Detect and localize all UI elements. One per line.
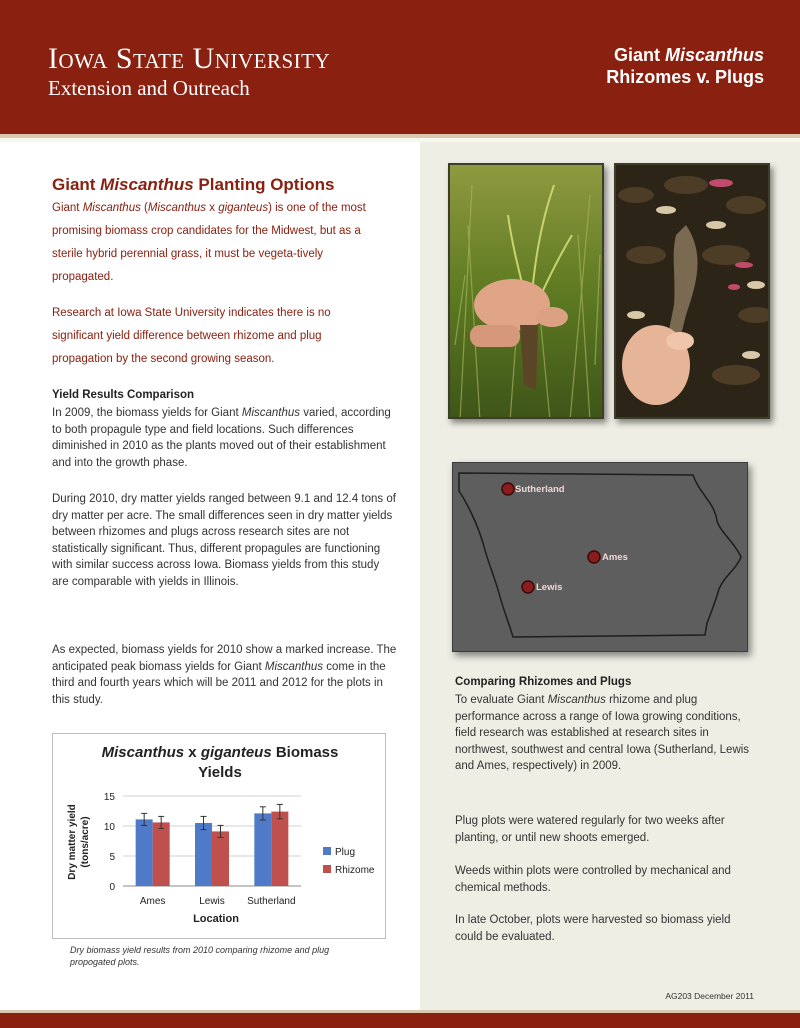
intro-paragraph-1: Giant Miscanthus (Miscanthus x giganteus) is one of the most promising biomass crop candidates for the Midwest, but as a sterile hybrid perennial grass, it must be vegeta-tively propagated. [52,202,366,283]
photo-rhizomes [614,163,770,419]
yield-results-heading: Yield Results Comparison [52,389,195,401]
chart-canvas [53,734,387,940]
x-tick-label: Sutherland [247,896,296,907]
bar-rhizome-lewis [212,831,229,886]
map-label-sutherland: Sutherland [515,484,565,495]
map-label-lewis: Lewis [536,582,563,593]
bar-plug-ames [136,819,153,886]
bar-rhizome-ames [153,822,170,886]
y-axis-label-line2: (tons/acre) [80,816,91,868]
y-tick-labels [104,792,116,893]
legend-label-plug: Plug [335,847,356,858]
y-tick-label: 15 [103,792,115,803]
right-paragraph-2: Plug plots were watered regularly for two weeks after planting, or until new shoots emerged. [455,815,725,844]
yield-paragraph-1: In 2009, the biomass yields for Giant Miscanthus varied, according to both propagule type and field locations. Such differences diminished in 2010 as the plants moved out of their establishment and into the growth phase. [52,407,391,469]
chart-caption: Dry biomass yield results from 2010 comparing rhizome and plug propogated plots. [70,945,330,967]
y-tick-label: 0 [109,882,115,893]
chart-title-line2: Yields [198,764,242,781]
right-paragraph-4: In late October, plots were harvested so biomass yield could be evaluated. [455,914,731,943]
extension-unit-name: Extension and Outreach [48,76,250,100]
x-axis-label: Location [193,913,239,925]
page-heading: Giant Miscanthus Planting Options [52,175,335,194]
chart-title-line1: Miscanthus x giganteus Biomass [101,744,339,761]
university-logotype: Iowa State University [48,42,331,75]
photo-plug-seedling [448,163,604,419]
y-tick-label: 5 [109,852,115,863]
bar-plug-lewis [195,823,212,886]
intro-paragraph-2: Research at Iowa State University indicates there is no significant yield difference between rhizome and plug propagation by the second growing season. [52,307,331,365]
legend-label-rhizome: Rhizome [335,865,375,876]
map-site-lewis [522,581,562,593]
x-tick-label: Lewis [199,896,225,907]
legend-swatch-rhizome [323,865,331,873]
map-label-ames: Ames [602,552,628,563]
comparing-heading: Comparing Rhizomes and Plugs [455,676,632,688]
bar-series [136,812,289,886]
y-tick-label: 10 [103,822,115,833]
header-banner [0,0,800,138]
right-paragraph-3: Weeds within plots were controlled by mechanical and chemical methods. [455,865,731,894]
x-tick-label: Ames [139,896,166,907]
legend-swatch-plug [323,847,331,855]
right-paragraph-1: To evaluate Giant Miscanthus rhizome and plug performance across a range of Iowa growing conditions, field research was established at research sites in northwest, southwest and central Iowa (Sutherland, Lewis and Ames, respectively) in 2009. [455,694,750,772]
y-axis-label-line1: Dry matter yield [67,804,78,880]
yield-paragraph-2: During 2010, dry matter yields ranged between 9.1 and 12.4 tons of dry matter per acre. The small differences seen in dry matter yields between rhizomes and plugs across research sites are not statistically significant. Thus, different propagules are functioning with similar success across Iowa. Biomass yields from this study are comparable with yields in Illinois. [52,493,396,588]
x-tick-labels [140,896,296,907]
yield-paragraph-3: As expected, biomass yields for 2010 show a marked increase. The anticipated peak biomass yields for Giant Miscanthus come in the third and fourth years which will be 2011 and 2012 for the plots in this study. [52,644,397,706]
publication-code: AG203 December 2011 [665,991,754,1001]
document-title: Giant Miscanthus Rhizomes v. Plugs [606,45,764,87]
iowa-site-map [452,462,748,652]
bar-plug-sutherland [254,813,271,886]
map-site-sutherland [502,483,565,495]
chart-legend [323,847,375,876]
map-site-ames [588,551,628,563]
footer-bar [0,1010,800,1028]
bar-rhizome-sutherland [271,812,288,886]
biomass-yield-chart [52,733,386,939]
